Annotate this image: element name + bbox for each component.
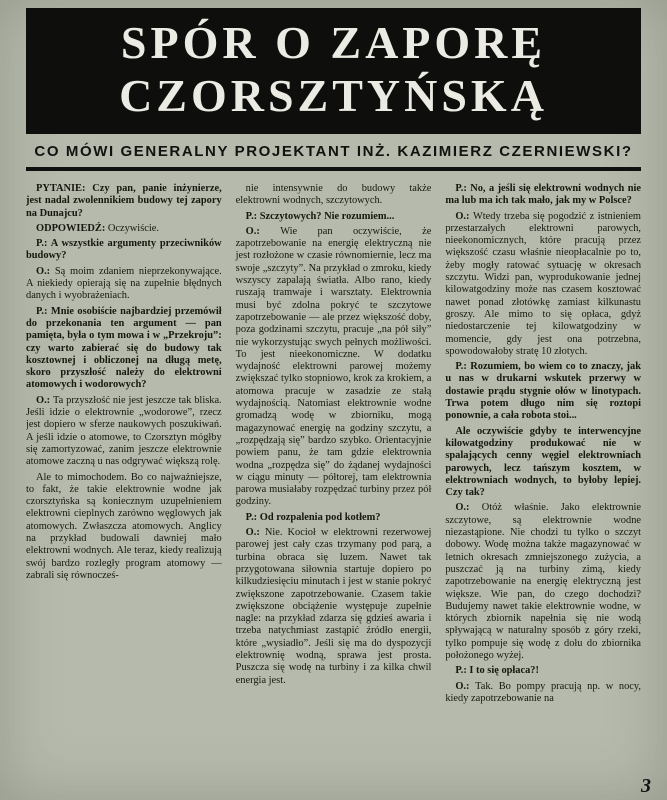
- article-paragraph: Ale oczywiście gdyby te interwencyjne kilowatgodziny produkować nie w spalających cenny węgiel elektrowniach parowych, lecz tańszym kosztem, w elektrowniach wodnych, to byłoby lepiej. Czy tak?: [445, 425, 641, 499]
- speaker-label: P.:: [245, 210, 260, 222]
- speaker-label: O.:: [245, 527, 265, 539]
- speaker-label: O.:: [36, 394, 54, 406]
- article-paragraph: ODPOWIEDŹ: Oczywiście.: [36, 222, 159, 234]
- article-column-2: [236, 183, 432, 783]
- article-paragraph: P.: I to się opłaca?!: [455, 665, 539, 677]
- article-paragraph: P.: Szczytowych? Nie rozumiem...: [245, 210, 395, 222]
- article-columns: [26, 183, 641, 783]
- speaker-label: P.:: [36, 238, 51, 250]
- article-paragraph: O.: Wtedy trzeba się pogodzić z istnieniem przestarzałych elektrowni parowych, nieekonomicznych, które pracują przez większość czasu właśnie nieopłacalnie po to, żeby mogły ratować sytuację w okresach szczytu. Widzi pan, wyprodukowanie jednej kilowatgodziny może nas czasem kosztować nawet ponad złotówkę zamiast kilkunastu groszy. Ale mimo to się opłaca, gdyż niedostarczenie tej kilowatgodziny w momencie, gdy jest ona potrzebna, spowodowałoby stratę 10 złotych.: [445, 210, 641, 357]
- article-paragraph: P.: Mnie osobiście najbardziej przemówił do przekonania ten argument — pan pamięta, była o tym mowa i w „Przekroju”: czy warto zabierać się do budowy tak kosztownej i obliczonej na długą metę, skoro przyszłość należy do elektrowni atomowych i wodorowych?: [26, 305, 222, 391]
- page-number: 3: [641, 775, 651, 797]
- divider-rule: [26, 167, 641, 171]
- article-paragraph: P.: No, a jeśli się elektrowni wodnych nie ma lub ma ich tak mało, jak my w Polsce?: [445, 183, 641, 207]
- speaker-label: O.:: [36, 265, 55, 277]
- article-paragraph: P.: Od rozpalenia pod kotłem?: [245, 511, 381, 523]
- speaker-label: P.:: [455, 183, 471, 194]
- speaker-label: O.:: [245, 225, 281, 237]
- masthead-title-line1: SPÓR O ZAPORĘ: [120, 17, 547, 68]
- speaker-label: P.:: [455, 665, 470, 677]
- article-paragraph: P.: Rozumiem, bo wiem co to znaczy, jak u nas w drukarni wskutek przerwy w dostawie prądu stygnie ołów w linotypach. Trwa potem długo nim się roztopi ponownie, a cała robota stoi...: [445, 361, 641, 422]
- article-paragraph: O.: Są moim zdaniem nieprzekonywające. A niekiedy opierają się na zupełnie błędnych danych i wyobrażeniach.: [26, 265, 222, 302]
- article-paragraph: O.: Nie. Kocioł w elektrowni rezerwowej parowej jest cały czas trzymany pod parą, a turbina obraca się luzem. Nawet tak przygotowana siłownia startuje dopiero po kilkudziesięciu minutach i jest w stanie pokryć zwiększone zapotrzebowanie. Czasem takie zwiększone obciążenie występuje zupełnie nagle: na przykład zdarza się gdzieś awaria i trzeba natychmiast zastąpić źródło energii, które „wysiadło”. Jeśli się ma do dyspozycji elektrownię wodną, sprawa jest prosta. Puszcza się wodę na turbiny i za kilka chwil energia jest.: [235, 527, 432, 686]
- article-paragraph: O.: Tak. Bo pompy pracują np. w nocy, kiedy zapotrzebowanie na: [445, 680, 641, 704]
- masthead: [26, 8, 641, 134]
- article-paragraph: PYTANIE: Czy pan, panie inżynierze, jest nadal zwolennikiem budowy tej zapory na Dunajcu?: [26, 183, 222, 219]
- article-paragraph: O.: Otóż właśnie. Jako elektrownie szczytowe, są elektrownie wodne niezastąpione. Nie chodzi tu tylko o szczyt dobowy. Wodę można także magazynować w letnich okresach zmniejszonego zużycia, a puszczać ją na turbiny zimą, kiedy zapotrzebowanie na energię elektryczną jest większe. Wie pan, do czego dochodzi? Budujemy nawet takie elektrownie wodne, w których zbiornik napełnia się nie wodą spływającą w naturalny sposób z góry rzeki, tylko pompuje się wodę z dołu do zbiornika położonego wyżej.: [445, 502, 641, 661]
- speaker-label: P.:: [455, 361, 471, 373]
- article-paragraph: O.: Wie pan oczywiście, że zapotrzebowanie na energię elektryczną nie jest rozłożone w czasie równomiernie, lecz ma swoje „szczyty”. Na przykład o zmroku, kiedy wszyscy zapalają światła. Albo rano, kiedy ruszają tramwaje i warsztaty. Elektrownia musi być zdolna pokryć te szczytowe zapotrzebowanie — ale przez większość doby, poza godzinami szczytu, pracuje „na pół siły” nie wykorzystując swych pełnych możliwości. To jest nieekonomiczne. W dodatku wydajność elektrowni parowej możemy zwiększać tylko stopniowo, krok za krokiem, a atomowa pracuje w zasadzie ze stałą wydajnością. Natomiast elektrownie wodne gromadzą wodę w zbiorniku, mogą magazynować energię na godziny szczytu, a „rozpędzają się” bardzo szybko. Orientacyjnie powiem panu, że tam gdzie elektrownia wodna „rozpędza się” do żądanej wydajności w ciągu minuty — półtorej, tam elektrownia parowa musiałaby rozpędzać turbiny przez pół godziny.: [235, 225, 432, 508]
- speaker-label: P.:: [245, 511, 260, 523]
- article-paragraph: P.: A wszystkie argumenty przeciwników budowy?: [26, 238, 222, 262]
- speaker-label: O.:: [455, 210, 473, 222]
- article-paragraph: O.: Ta przyszłość nie jest jeszcze tak bliska. Jeśli idzie o elektrownie „wodorowe”, rzecz jest dopiero w sferze naukowych poszukiwań. A jeśli idzie o atomowe, to Czorsztyn mógłby się zamortyzować, zanim jeszcze elektrownie atomowe zaczną u nas odgrywać większą rolę.: [26, 394, 222, 468]
- article-paragraph: Ale to mimochodem. Bo co najważniejsze, to fakt, że takie elektrownie wodne jak czorsztyńska są koniecznym uzupełnieniem elektrowni cieplnych zarówno węglowych jak atomowych. Zwłaszcza atomowych. Anglicy na przykład budowali dawniej mało elektrowni wodnych. Ale teraz, kiedy realizują swój bardzo rozległy program atomowy — zabrali się równocześ-: [26, 471, 222, 581]
- article-subtitle: CO MÓWI GENERALNY PROJEKTANT INŻ. KAZIMIERZ CZERNIEWSKI?: [34, 143, 633, 160]
- article-column-3: [445, 183, 641, 783]
- speaker-label: ODPOWIEDŹ:: [36, 222, 108, 234]
- article-paragraph: nie intensywnie do budowy także elektrowni wodnych, szczytowych.: [235, 183, 432, 207]
- speaker-label: PYTANIE:: [36, 183, 93, 194]
- article-column-1: [26, 183, 222, 783]
- masthead-title-line2: CZORSZTYŃSKĄ: [119, 70, 548, 121]
- speaker-label: O.:: [455, 680, 476, 692]
- speaker-label: P.:: [36, 305, 51, 317]
- speaker-label: O.:: [455, 502, 482, 514]
